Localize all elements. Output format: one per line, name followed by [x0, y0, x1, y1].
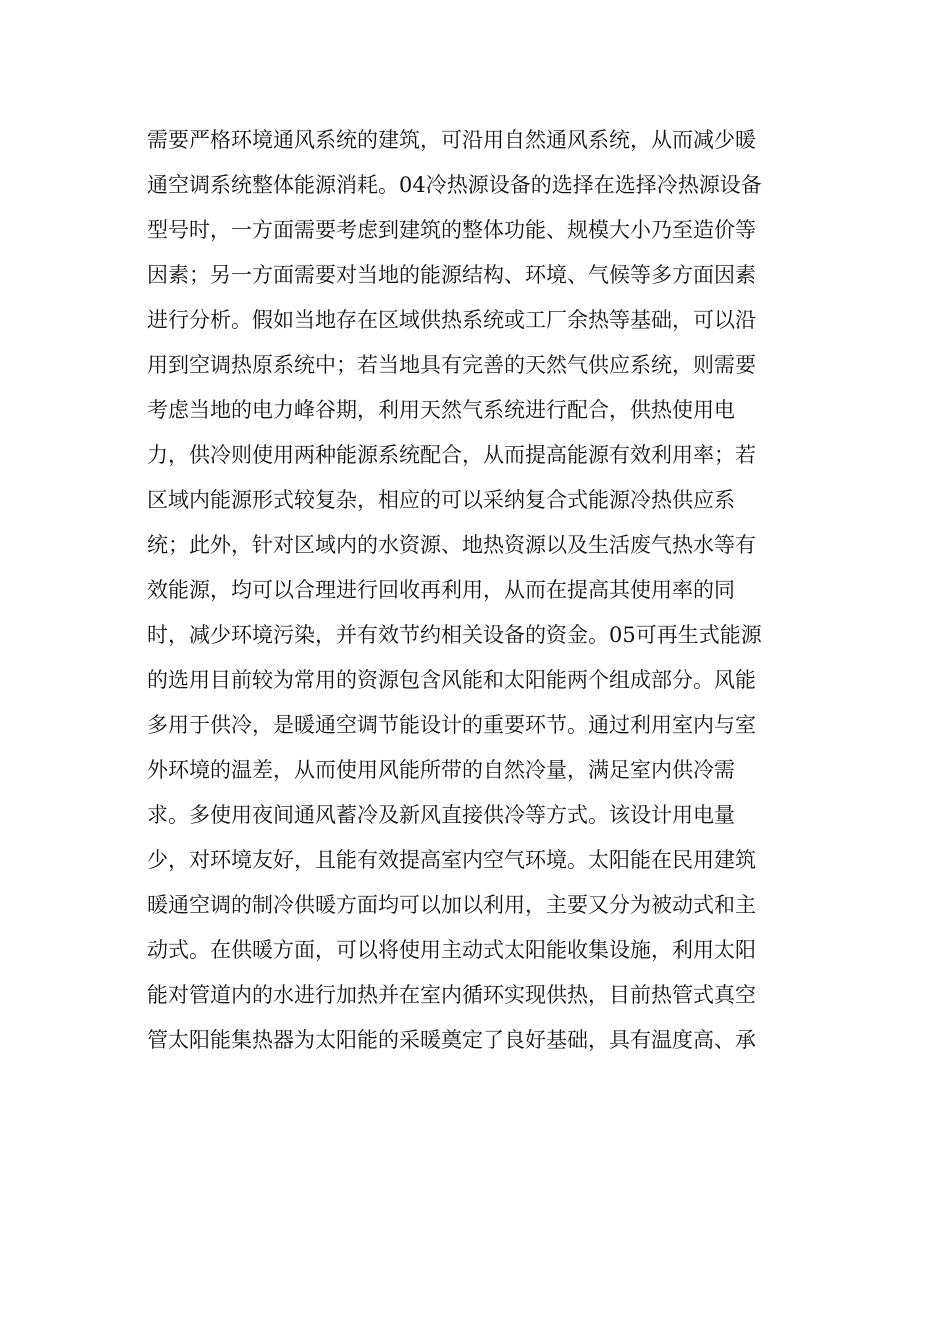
- text-line: 的选用目前较为常用的资源包含风能和太阳能两个组成部分。风能: [147, 668, 756, 692]
- text-line: 多用于供冷，是暖通空调节能设计的重要环节。通过利用室内与室: [147, 713, 756, 737]
- text-line: 求。多使用夜间通风蓄冷及新风直接供冷等方式。该设计用电量: [147, 803, 735, 827]
- text-line: 能对管道内的水进行加热并在室内循环实现供热，目前热管式真空: [147, 983, 756, 1007]
- text-line: 用到空调热原系统中；若当地具有完善的天然气供应系统，则需要: [147, 353, 756, 377]
- text-line: 力，供冷则使用两种能源系统配合，从而提高能源有效利用率；若: [147, 443, 756, 467]
- text-line: 考虑当地的电力峰谷期，利用天然气系统进行配合，供热使用电: [147, 398, 735, 422]
- text-line: 效能源，均可以合理进行回收再利用，从而在提高其使用率的同: [147, 578, 735, 602]
- text-line: 因素；另一方面需要对当地的能源结构、环境、气候等多方面因素: [147, 263, 756, 287]
- text-line: 少，对环境友好，且能有效提高室内空气环境。太阳能在民用建筑: [147, 848, 756, 872]
- text-line: 外环境的温差，从而使用风能所带的自然冷量，满足室内供冷需: [147, 758, 735, 782]
- text-line: 通空调系统整体能源消耗。04冷热源设备的选择在选择冷热源设备: [147, 173, 762, 197]
- body-text: [147, 118, 807, 1063]
- text-line: 统；此外，针对区域内的水资源、地热资源以及生活废气热水等有: [147, 533, 756, 557]
- text-line: 区域内能源形式较复杂，相应的可以采纳复合式能源冷热供应系: [147, 488, 735, 512]
- text-line: 动式。在供暖方面，可以将使用主动式太阳能收集设施，利用太阳: [147, 938, 756, 962]
- text-line: 时，减少环境污染，并有效节约相关设备的资金。05可再生式能源: [147, 623, 762, 647]
- text-line: 进行分析。假如当地存在区域供热系统或工厂余热等基础，可以沿: [147, 308, 756, 332]
- text-line: 管太阳能集热器为太阳能的采暖奠定了良好基础，具有温度高、承: [147, 1028, 756, 1052]
- text-line: 型号时，一方面需要考虑到建筑的整体功能、规模大小乃至造价等: [147, 218, 756, 242]
- text-line: 暖通空调的制冷供暖方面均可以加以利用，主要又分为被动式和主: [147, 893, 756, 917]
- text-line: 需要严格环境通风系统的建筑，可沿用自然通风系统，从而减少暖: [147, 128, 756, 152]
